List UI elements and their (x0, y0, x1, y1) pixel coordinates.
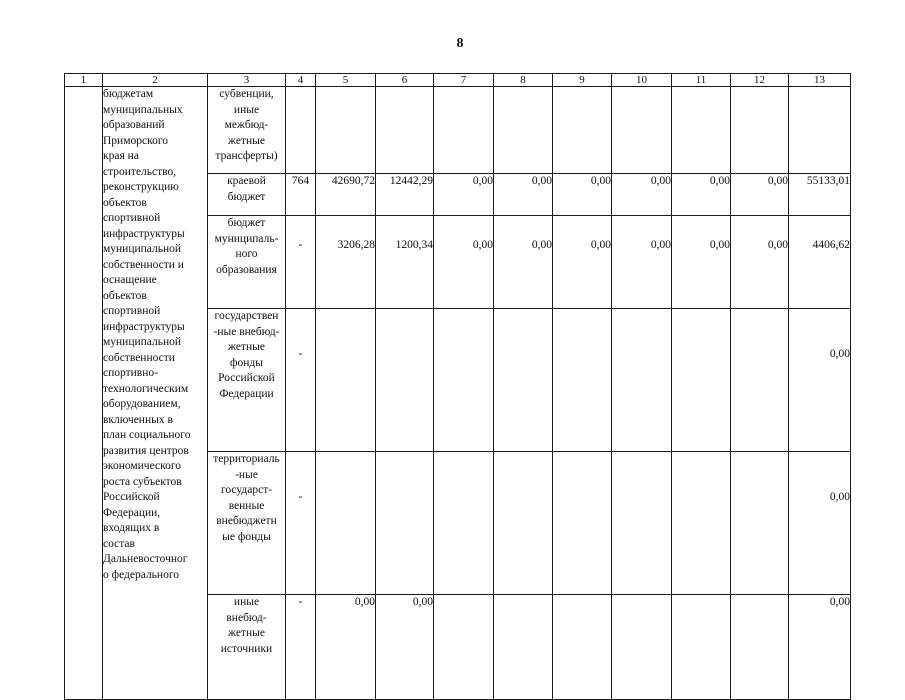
value-cell (316, 309, 376, 452)
description-cell (103, 87, 208, 700)
source-cell: краевой бюджет (208, 174, 286, 216)
value-cell (731, 452, 789, 595)
value-cell: 0,00 (789, 595, 851, 700)
value-cell (434, 309, 494, 452)
value-cell: 0,00 (612, 174, 672, 216)
value-cell: 42690,72 (316, 174, 376, 216)
value-cell (494, 595, 553, 700)
value-cell (731, 87, 789, 174)
value-cell (612, 452, 672, 595)
value-cell (672, 309, 731, 452)
header-cell: 8 (494, 74, 553, 87)
value-cell (672, 87, 731, 174)
value-cell (553, 87, 612, 174)
header-cell: 6 (376, 74, 434, 87)
value-cell (434, 595, 494, 700)
value-cell (494, 452, 553, 595)
value-cell (672, 452, 731, 595)
budget-table (64, 73, 851, 700)
page-number: 8 (456, 36, 464, 51)
value-cell: 0,00 (612, 216, 672, 309)
value-cell: 0,00 (376, 595, 434, 700)
source-cell: иные внебюд- жетные источники (208, 595, 286, 700)
value-cell (612, 595, 672, 700)
value-cell: 0,00 (672, 174, 731, 216)
value-cell: 0,00 (553, 216, 612, 309)
header-cell: 9 (553, 74, 612, 87)
header-cell: 13 (789, 74, 851, 87)
header-cell: 3 (208, 74, 286, 87)
value-cell: 0,00 (789, 452, 851, 595)
value-cell (731, 595, 789, 700)
value-cell (672, 595, 731, 700)
header-cell: 4 (286, 74, 316, 87)
code-cell (286, 87, 316, 174)
value-cell (553, 595, 612, 700)
value-cell: 0,00 (316, 595, 376, 700)
header-cell: 5 (316, 74, 376, 87)
value-cell (789, 87, 851, 174)
value-cell: 0,00 (434, 174, 494, 216)
value-cell: 12442,29 (376, 174, 434, 216)
header-cell: 1 (65, 74, 103, 87)
value-cell: 0,00 (553, 174, 612, 216)
value-cell (494, 87, 553, 174)
value-cell (612, 309, 672, 452)
value-cell: 1200,34 (376, 216, 434, 309)
code-cell: - (286, 216, 316, 309)
header-row (65, 74, 851, 87)
value-cell (731, 309, 789, 452)
value-cell (316, 452, 376, 595)
row-number-cell (65, 87, 103, 700)
value-cell: 0,00 (434, 216, 494, 309)
value-cell (553, 452, 612, 595)
header-cell: 7 (434, 74, 494, 87)
value-cell (553, 309, 612, 452)
value-cell: 0,00 (494, 174, 553, 216)
value-cell (316, 87, 376, 174)
value-cell (376, 87, 434, 174)
value-cell (376, 452, 434, 595)
value-cell: 0,00 (789, 309, 851, 452)
value-cell: 3206,28 (316, 216, 376, 309)
source-cell: бюджет муниципаль- ного образования (208, 216, 286, 309)
header-cell: 2 (103, 74, 208, 87)
value-cell: 4406,62 (789, 216, 851, 309)
value-cell (494, 309, 553, 452)
value-cell: 0,00 (672, 216, 731, 309)
value-cell: 0,00 (731, 216, 789, 309)
value-cell: 0,00 (731, 174, 789, 216)
value-cell (434, 452, 494, 595)
value-cell: 55133,01 (789, 174, 851, 216)
source-cell: территориаль -ные государст- венные внебюджетн ые фонды (208, 452, 286, 595)
table-row (65, 87, 851, 174)
code-cell: - (286, 452, 316, 595)
value-cell: 0,00 (494, 216, 553, 309)
header-cell: 12 (731, 74, 789, 87)
header-cell: 11 (672, 74, 731, 87)
value-cell (612, 87, 672, 174)
code-cell: 764 (286, 174, 316, 216)
description-text: бюджетам муниципальных образований Приморского края на строительство, реконструкцию объектов спортивной инфраструктуры муниципальной собственности и оснащение объектов спортивной инфраструктуры муниципальной собственности спортивно- технологическим оборудованием, включенных в план социального развития центров экономического роста субъектов Российской Федерации, входящих в состав Дальневосточног о федерального (103, 88, 191, 581)
value-cell (434, 87, 494, 174)
header-cell: 10 (612, 74, 672, 87)
source-cell: субвенции, иные межбюд- жетные трансферты) (208, 87, 286, 174)
value-cell (376, 309, 434, 452)
source-cell: государствен -ные внебюд- жетные фонды Российской Федерации (208, 309, 286, 452)
code-cell: - (286, 595, 316, 700)
code-cell: - (286, 309, 316, 452)
